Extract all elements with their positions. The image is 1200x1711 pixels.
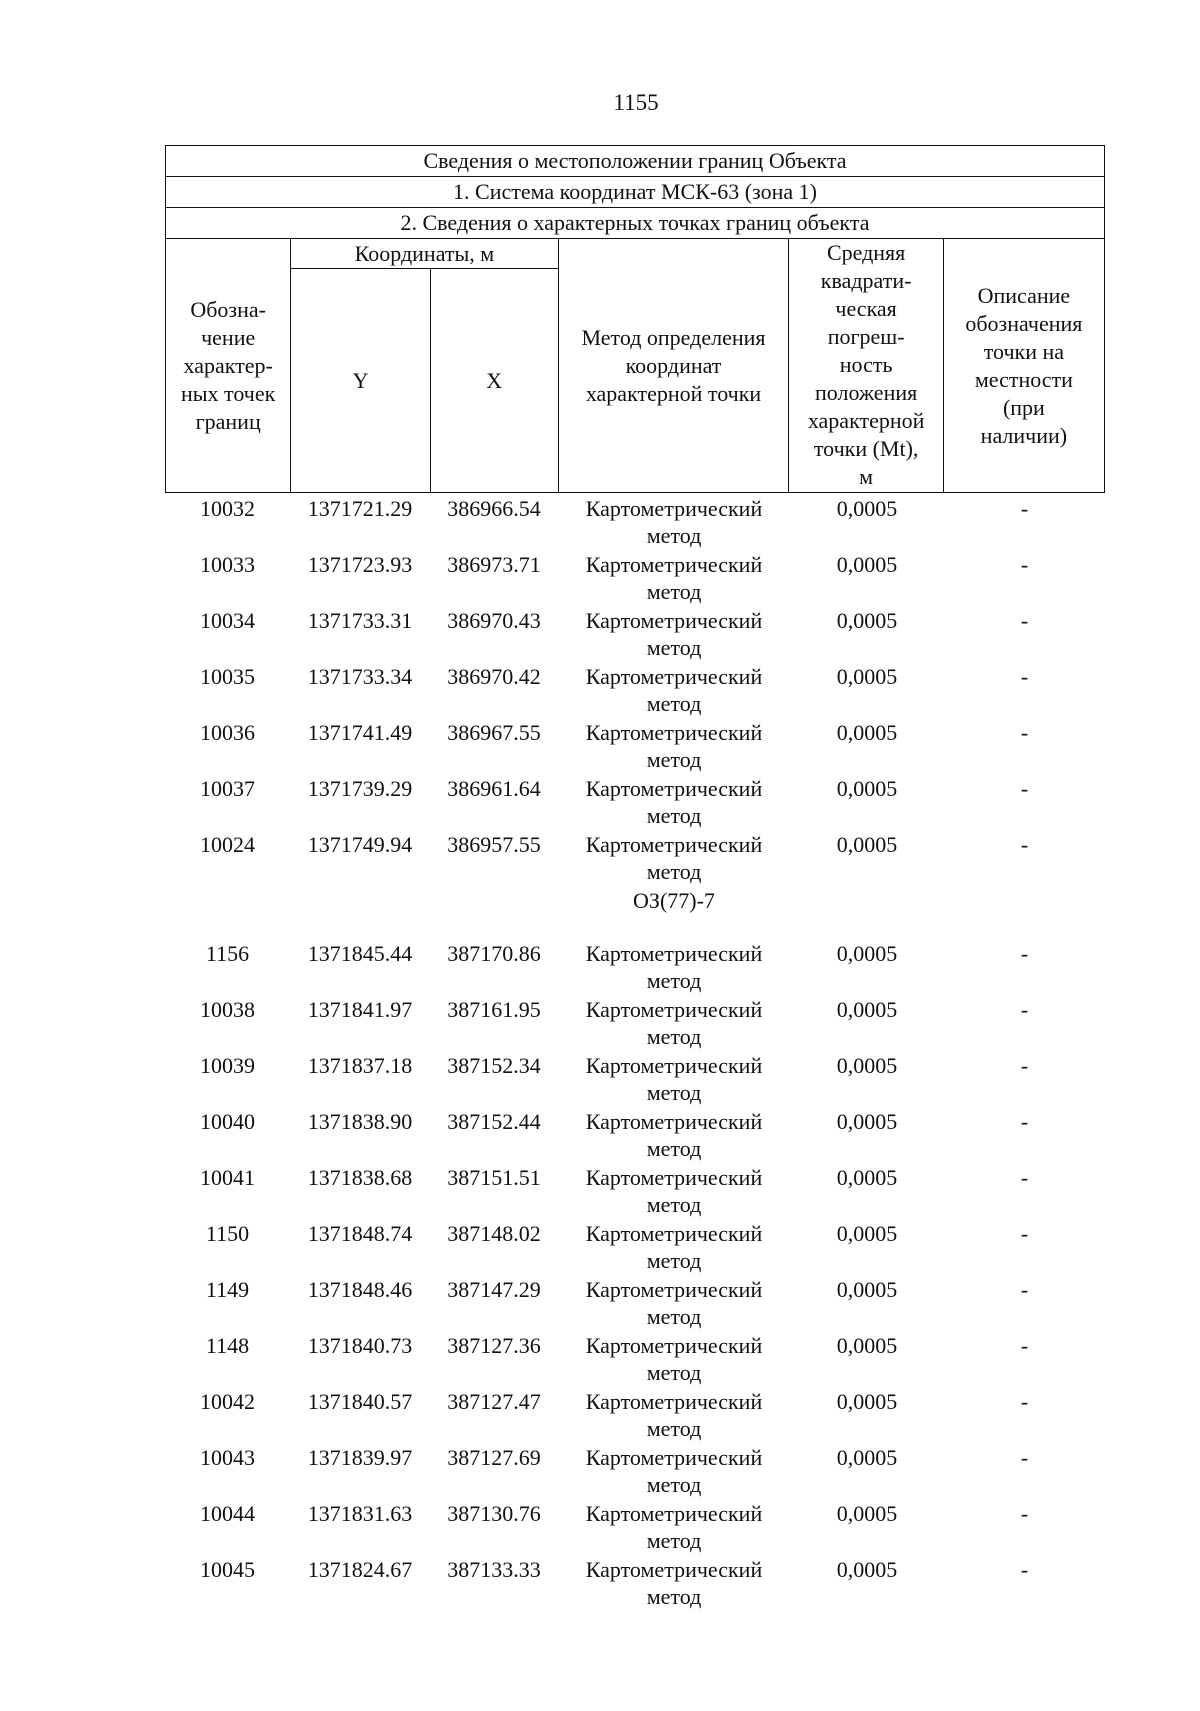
point-name: 10033 [200,552,255,577]
point-description: - [1020,1557,1029,1582]
coordinate-y: 1371840.73 [307,1333,413,1358]
point-description: - [1020,997,1029,1022]
table-row [165,551,1105,607]
table-row [165,607,1105,663]
table-row [165,1388,1105,1444]
point-description: - [1020,608,1029,633]
column-header-y: Y [291,269,431,493]
mean-square-error: 0,0005 [836,1053,898,1078]
column-header-name: Обозна- чение характер- ных точек границ [166,239,291,493]
method: Картометрический метод [585,1165,763,1217]
point-name: 10038 [200,997,255,1022]
mean-square-error: 0,0005 [836,1445,898,1470]
mean-square-error: 0,0005 [836,552,898,577]
mean-square-error: 0,0005 [836,1221,898,1246]
coordinate-y: 1371721.29 [307,496,413,521]
table-row [165,1556,1105,1612]
point-description: - [1020,1389,1029,1414]
point-description: - [1020,552,1029,577]
point-description: - [1020,496,1029,521]
point-description: - [1020,664,1029,689]
coordinate-x: 386973.71 [447,552,541,577]
table-row [165,1276,1105,1332]
point-description: - [1020,1109,1029,1134]
coordinate-y: 1371838.68 [307,1165,413,1190]
point-description: - [1020,1445,1029,1470]
coordinate-y: 1371824.67 [307,1557,413,1582]
coordinate-y: 1371840.57 [307,1389,413,1414]
coordinate-x: 387151.51 [447,1165,541,1190]
point-name: 10040 [200,1109,255,1134]
table-row [165,1500,1105,1556]
point-description: - [1020,1501,1029,1526]
coordinate-y: 1371848.74 [307,1221,413,1246]
coordinate-x: 387152.34 [447,1053,541,1078]
mean-square-error: 0,0005 [836,1501,898,1526]
coordinate-y: 1371845.44 [307,941,413,966]
point-name: 10036 [200,720,255,745]
coordinate-x: 386967.55 [447,720,541,745]
point-description: - [1020,1277,1029,1302]
method: Картометрический метод [585,1557,763,1609]
section-label: ОЗ(77)-7 [633,888,715,913]
coordinate-x: 387148.02 [447,1221,541,1246]
table-row [165,1164,1105,1220]
point-name: 10042 [200,1389,255,1414]
point-name: 10034 [200,608,255,633]
coordinate-x: 386970.43 [447,608,541,633]
method: Картометрический метод [585,720,763,772]
point-name: 10044 [200,1501,255,1526]
point-description: - [1020,1165,1029,1190]
coordinate-y: 1371841.97 [307,997,413,1022]
method: Картометрический метод [585,1333,763,1385]
point-name: 1150 [205,1221,250,1246]
table-row [165,663,1105,719]
table-row [165,940,1105,996]
point-name: 1148 [205,1333,250,1358]
point-description: - [1020,1221,1029,1246]
coordinate-x: 387152.44 [447,1109,541,1134]
coordinate-system: 1. Система координат МСК-63 (зона 1) [166,177,1105,208]
coordinate-x: 387127.69 [447,1445,541,1470]
table-row [165,495,1105,551]
mean-square-error: 0,0005 [836,720,898,745]
coordinate-y: 1371837.18 [307,1053,413,1078]
section-title: 2. Сведения о характерных точках границ объекта [166,208,1105,239]
method: Картометрический метод [585,1277,763,1329]
point-description: - [1020,941,1029,966]
coordinate-x: 387130.76 [447,1501,541,1526]
method: Картометрический метод [585,496,763,548]
method: Картометрический метод [585,1501,763,1553]
coordinate-x: 386970.42 [447,664,541,689]
point-name: 10024 [200,832,255,857]
method: Картометрический метод [585,552,763,604]
coordinate-x: 387127.36 [447,1333,541,1358]
coordinate-y: 1371831.63 [307,1501,413,1526]
mean-square-error: 0,0005 [836,832,898,857]
point-name: 10045 [200,1557,255,1582]
mean-square-error: 0,0005 [836,496,898,521]
coordinate-x: 386961.64 [447,776,541,801]
mean-square-error: 0,0005 [836,776,898,801]
coordinate-y: 1371839.97 [307,1445,413,1470]
coordinate-y: 1371749.94 [307,832,413,857]
coordinate-x: 386957.55 [447,832,541,857]
table-row [165,996,1105,1052]
point-name: 10035 [200,664,255,689]
point-name: 10043 [200,1445,255,1470]
coordinate-y: 1371723.93 [307,552,413,577]
mean-square-error: 0,0005 [836,997,898,1022]
method: Картометрический метод [585,941,763,993]
mean-square-error: 0,0005 [836,608,898,633]
mean-square-error: 0,0005 [836,1165,898,1190]
method: Картометрический метод [585,832,763,884]
coordinate-y: 1371739.29 [307,776,413,801]
column-header-coordinates: Координаты, м [291,239,558,269]
table-title: Сведения о местоположении границ Объекта [166,146,1105,177]
table-row [165,1052,1105,1108]
coordinate-y: 1371838.90 [307,1109,413,1134]
method: Картометрический метод [585,1389,763,1441]
column-header-x: X [430,269,558,493]
point-description: - [1020,1333,1029,1358]
point-name: 1149 [205,1277,250,1302]
coordinate-x: 386966.54 [447,496,541,521]
mean-square-error: 0,0005 [836,1389,898,1414]
mean-square-error: 0,0005 [836,1333,898,1358]
point-description: - [1020,720,1029,745]
mean-square-error: 0,0005 [836,664,898,689]
table-row [165,1332,1105,1388]
coordinates-table [165,495,1105,1612]
point-name: 10039 [200,1053,255,1078]
mean-square-error: 0,0005 [836,1557,898,1582]
method: Картометрический метод [585,776,763,828]
page-number: 1155 [613,90,659,115]
table-row [165,775,1105,831]
table-header [165,145,1105,493]
column-header-description: Описание обозначения точки на местности (при наличии) [943,239,1104,493]
method: Картометрический метод [585,608,763,660]
mean-square-error: 0,0005 [836,941,898,966]
point-name: 10041 [200,1165,255,1190]
table-row [165,831,1105,887]
table-row [165,1220,1105,1276]
coordinate-y: 1371848.46 [307,1277,413,1302]
point-name: 1156 [205,941,250,966]
coordinate-x: 387147.29 [447,1277,541,1302]
method: Картометрический метод [585,1445,763,1497]
column-header-method: Метод определения координат характерной точки [558,239,789,493]
coordinate-y: 1371741.49 [307,720,413,745]
point-name: 10032 [200,496,255,521]
point-description: - [1020,776,1029,801]
coordinate-x: 387170.86 [447,941,541,966]
table-row [165,719,1105,775]
mean-square-error: 0,0005 [836,1109,898,1134]
coordinate-x: 387127.47 [447,1389,541,1414]
method: Картометрический метод [585,1053,763,1105]
mean-square-error: 0,0005 [836,1277,898,1302]
point-description: - [1020,1053,1029,1078]
coordinate-y: 1371733.31 [307,608,413,633]
table-row [165,1444,1105,1500]
coordinate-x: 387161.95 [447,997,541,1022]
table-row [165,1108,1105,1164]
method: Картометрический метод [585,664,763,716]
point-name: 10037 [200,776,255,801]
method: Картометрический метод [585,1109,763,1161]
coordinate-y: 1371733.34 [307,664,413,689]
point-description: - [1020,832,1029,857]
method: Картометрический метод [585,997,763,1049]
column-header-error: Средняя квадрати- ческая погреш- ность положения характерной точки (Mt), м [789,239,943,493]
method: Картометрический метод [585,1221,763,1273]
coordinate-x: 387133.33 [447,1557,541,1582]
